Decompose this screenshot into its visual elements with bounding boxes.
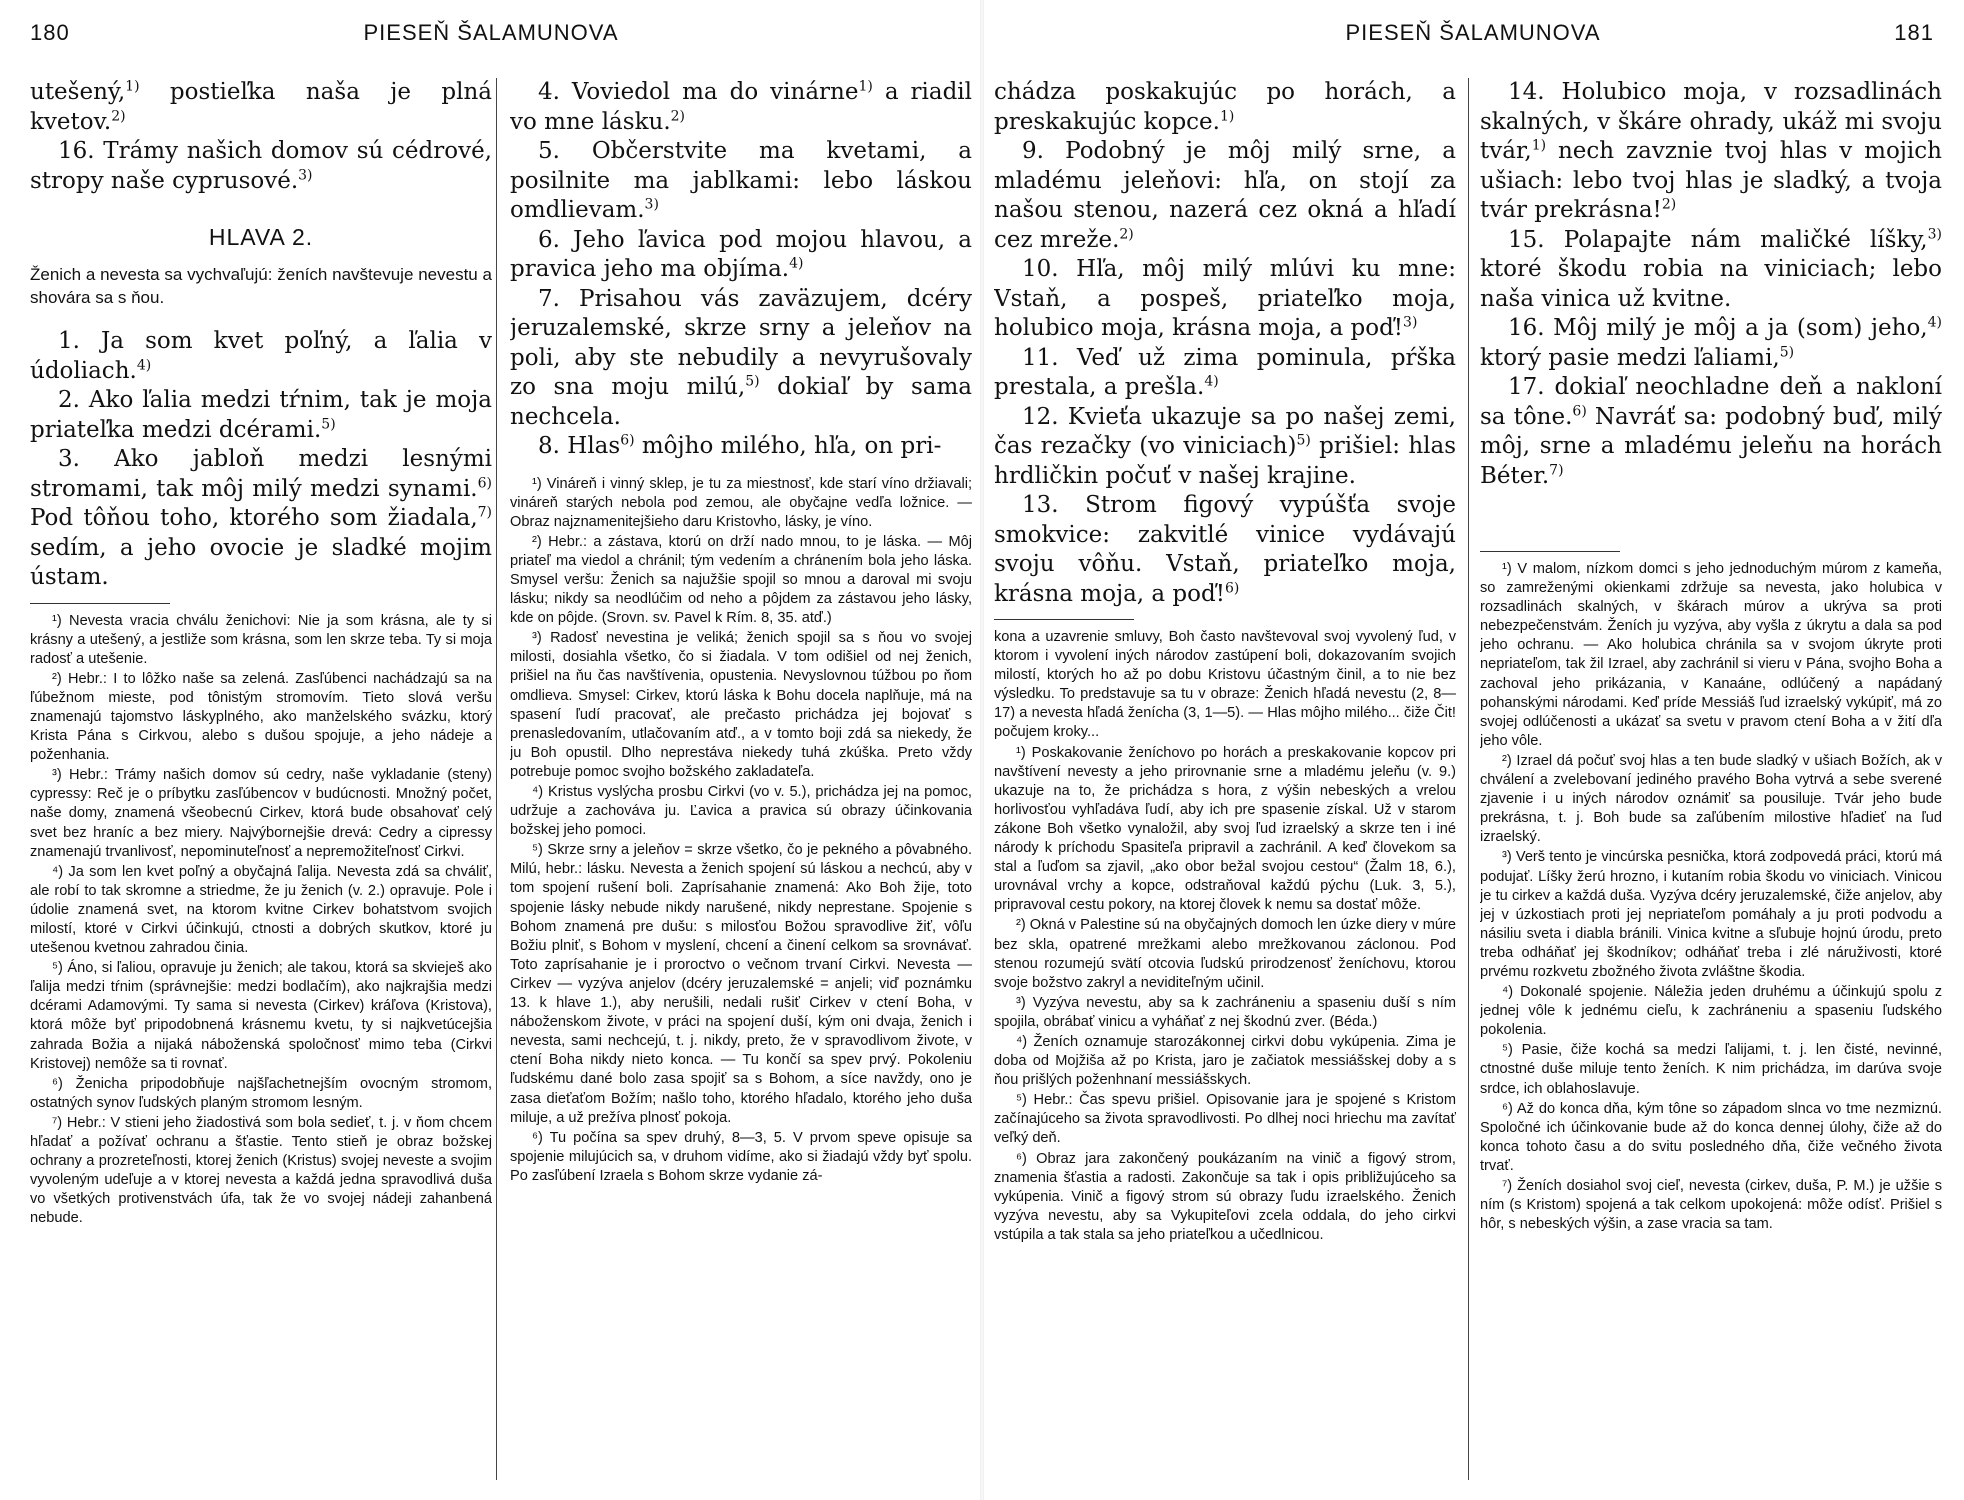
footnote-continuation: kona a uzavrenie smluvy, Boh často navštevoval svoj vyvolený ľud, v ktorom i vyvolení iných národov zastúpení boli, dokazovaním svojich milostí, ktorých ho až po dobu Kristovu účastným činil, a to nie bez výsledku. To predstavuje sa tu v obraze: Ženich hľadá nevestu (2, 8—17) a nevesta hľadá ženícha (3, 1—5). — Hlas môjho milého... čiže Čit! počujem kroky... <box>994 629 1456 741</box>
footnote-1: ¹) Vináreň i vinný sklep, je tu za miestnosť, kde starí víno držiavali; vináreň starých nebola pod zemou, ale obyčajne vedľa ložnice. — Obraz najznamenitejšieho daru Kristovho, lásky, je víno. <box>510 475 972 530</box>
running-title: PIESEŇ ŠALAMUNOVA <box>363 20 619 45</box>
footnote-ref: 4) <box>1927 314 1942 331</box>
text-run: postieľka naša je plná kvetov. <box>30 79 492 135</box>
footnote-ref: 6) <box>477 474 492 491</box>
page-header <box>30 20 952 56</box>
footnote-ref: 7) <box>1549 461 1564 478</box>
verse-16 <box>1480 314 1942 373</box>
verse-2 <box>30 386 492 445</box>
footnote-6: ⁶) Obraz jara zakončený poukázaním na vinič a figový strom, znamenia šťastia a radosti. Zakončuje sa tak i opis približujúceho sa vykúpenia. Vinič a figový strom sú obrazy ľudu izraelského. Ženich vyzýva nevestu, aby sa Vykupiteľovi zcela oddala, do jeho cirkvi vstúpila a tak stala sa jeho priateľkou a učedlnicou. <box>994 1150 1456 1243</box>
footnote-6: ⁶) Tu počína sa spev druhý, 8—3, 5. V prvom speve opisuje sa spojenie milujúcich sa, v druhom vidíme, ako si žiadajú vždy byť spolu. Po zasľúbení Izraela s Bohom skrze vydanie zá- <box>510 1129 972 1184</box>
text-run: 11. Veď už zima pominula, pŕška prestala, a prešla. <box>994 344 1456 400</box>
verse-8 <box>510 432 972 462</box>
footnote-ref: 2) <box>1661 196 1677 213</box>
verse-text <box>30 327 492 593</box>
text-run: môjho milého, hľa, on pri- <box>634 433 942 459</box>
left-column-2 <box>510 78 972 1187</box>
footnote-ref: 1) <box>858 78 873 95</box>
footnote-7: ⁷) Hebr.: V stieni jeho žiadostivá som bola sedieť, t. j. v ňom chcem hľadať a požívať ochranu a šťastie. Tento stieň je obraz božskej ochrany a prozreteľnosti, ktorej ženich (Kristus) svojej neveste a svojim vyvoleným udeľuje a v ktorej nevesta a každá jedna spravodlivá duša vo všetkých protivenstvách úfa, tak že vo svojej nádeji zahanbená nebude. <box>30 1114 492 1227</box>
footnote-2: ²) Okná v Palestine sú na obyčajných domoch len úzke diery v múre bez skla, opatrené mrežkami alebo mrežkovanou záclonou. Pod stenou rozumejú svätí otcovia ľudskú prirodzenosť ženíchovu, ktorou svoje božstvo zakryl a neviditeľným učinil. <box>994 917 1456 991</box>
footnotes <box>1480 560 1942 1234</box>
footnote-ref: 5) <box>1296 432 1311 449</box>
right-column-2 <box>1480 78 1942 1235</box>
footnote-ref: 5) <box>745 373 760 390</box>
footnote-ref: 3) <box>298 166 313 183</box>
text-run: utešený, <box>30 79 126 105</box>
text-run: 17. dokiaľ neochladne deň a nakloní sa tône. <box>1480 374 1942 430</box>
footnote-4: ⁴) Kristus vyslýcha prosbu Cirkvi (vo v. 5.), prichádza jej na pomoc, udržuje a zachováva ju. Ľavica a pravica sú obrazy účinkovania božskej jeho pomoci. <box>510 784 972 839</box>
footnotes <box>510 475 972 1186</box>
footnote-5: ⁵) Skrze srny a jeleňov = skrze všetko, čo je pekného a pôvabného. Milú, hebr.: lásku. Nevesta a ženich spojení sú láskou a nechcú, aby v tom spojení rušení boli. Zaprísahanie znamená: Ako Boh žije, toto spojenie lásky nebude nikdy narušené, nikdy neprestane. Spojenie s Bohom znamená pre dušu: s milosťou Božou spravodlive žiť, vôľu Božiu plniť, s Bohom v myslení, chcení a činení celkom sa srovnávať. Toto zaprísahanie je i proroctvo o večnom trvaní Cirkvi. Nevesta — Cirkev — vyzýva anjelov (dcéry jeruzalemské = anjeli; viď poznámku 13. k hlave 1.), aby nerušili, nedali rušiť Cirkev v ctení Boha, v náboženskom živote, v práci na spojení duší, kým oni dvaja, ženich i nevesta, sami nechcejú, t. j. nikdy, preto, že v spravodlivom živote, v ctení Boha nikdy nieto konca. — Tu končí sa spev prvý. Pokoleniu ľudskému dané bolo zasa spojiť sa s Bohom, a síce navždy, ono je zasa dieťaťom Božím; našlo toho, ktorého hľadalo, ktorého jeho duša miluje, a už prežíva plnosť pokoja. <box>510 842 972 1126</box>
footnotes <box>30 612 492 1229</box>
footnote-6: ⁶) Ženicha pripodobňuje najšľachetnejším ovocným stromom, ostatných synov ľudských planým stromom lesným. <box>30 1075 492 1111</box>
chapter-summary: Ženich a nevesta sa vychvaľujú: ženích navštevuje nevestu a shovára sa s ňou. <box>30 265 492 307</box>
page-number: 180 <box>30 20 70 45</box>
footnote-3: ³) Vyzýva nevestu, aby sa k zachráneniu a spaseniu duší s ním spojila, obrábať vinicu a vyháňať z nej škodnú zver. (Béda.) <box>994 994 1456 1030</box>
footnote-5: ⁵) Áno, si ľaliou, opravuje ju ženich; ale takou, ktorá sa skvieješ ako ľalija medzi tŕnim (správnejšie: medzi bodlačím), ako najkrajšia medzi dcérami Adamovými. Ty sama si nevesta (Cirkev) kráľova (Kristova), ktorá môže byť pripodobnená krásnemu kvetu, ty si najkvetúcejšia zahrada Božia a nijaká náboženská spoločnosť mimo teba (Cirkvi Kristovej) nemôže sa ti rovnať. <box>30 960 492 1072</box>
text-run: 1. Ja som kvet poľný, a ľalia v údoliach. <box>30 328 492 384</box>
verse-17 <box>1480 373 1942 491</box>
footnote-ref: 1) <box>1219 107 1235 124</box>
footnote-1: ¹) Poskakovanie ženíchovo po horách a preskakovanie kopcov pri navštívení nevesty a jeho prirovnanie srne a mladému jeleňu (v. 9.) ukazuje na to, že prichádza s hora, z výšin nebeských a vrelou horlivosťou vyhľadáva ľudí, aby ich pre spasenie získal. Už v starom zákone Boh všetko vynaložil, aby svoj ľud izraelský a skrze ten i iné národy k príchodu Spasiteľa pripravil a zachránil. A keď človekom sa stal a ľuďom sa zjavil, „ako obor bežal svojou cestou“ (Žalm 18, 6.), urovnával vrchy a kopce, odstraňoval každú pýchu (Luk. 3, 5.), pripravoval cestu pokory, na ktorej človek k nemu sa dostať môže. <box>994 744 1456 914</box>
text-run: 8. Hlas <box>538 433 621 459</box>
text-run: 14. Holubico moja, v rozsadlinách skalných, v škáre ohrady, ukáž mi svoju tvár, <box>1480 79 1942 164</box>
text-run: 10. Hľa, môj milý mlúvi ku mne: Vstaň, a pospeš, priateľko moja, holubico moja, krásna moja, a poď! <box>994 256 1456 341</box>
footnote-rule <box>1480 551 1620 552</box>
footnote-3: ³) Hebr.: Trámy našich domov sú cedry, naše vykladanie (steny) cypressy: Reč je o príbytku zasľúbencov v budúcnosti. Množný počet, naše domy, znamená všeobecnú Cirkev, ktorá bude obsahovať celý svet bez hraníc a bez miery. Najvýbornejšie drevá: Cedry a cipressy znamenajú trvanlivosť, nepominuteľnosť a nepremožiteľnosť Cirkvi. <box>30 767 492 860</box>
text-run: 9. Podobný je môj milý srne, a mladému jeleňovi: hľa, on stojí za našou stenou, nazerá cez okná a hľadí cez mreže. <box>994 138 1456 253</box>
text-run: ktoré škodu robia na viniciach; lebo naša vinica už kvitne. <box>1480 256 1942 312</box>
footnote-4: ⁴) Ja som len kvet poľný a obyčajná ľalija. Nevesta zdá sa chváliť, ale robí to tak skromne a striedme, že ju ženich (v. 2.) opravuje. Pole i údolie znamená svet, na ktorom kvitne Cirkev bohatstvom svojich milostí, ktoré v Cirkvi účinkujú, ctnosti a dobrých skutkov, ktoré ju utešenou kvetnou zahradou činia. <box>30 863 492 957</box>
text-run: Navráť sa: podobný buď, milý môj, srne a mladému jeleňu na horách Béter. <box>1480 403 1942 489</box>
verse-text <box>1480 78 1942 491</box>
footnote-ref: 4) <box>1204 373 1219 390</box>
text-run: 16. Môj milý je môj a ja (som) jeho, <box>1508 315 1928 341</box>
footnote-ref: 7) <box>477 504 492 521</box>
footnote-rule <box>30 603 170 604</box>
verse-10 <box>994 255 1456 344</box>
footnote-ref: 3) <box>1403 314 1418 331</box>
footnote-ref: 2) <box>1119 225 1134 242</box>
text-run: dokiaľ by sama nechcela. <box>510 374 972 430</box>
footnote-ref: 4) <box>789 255 804 272</box>
page-number: 181 <box>1894 20 1934 45</box>
text-run: 13. Strom figový vypúšťa svoje smokvice: zakvitlé vinice vydávajú svoju vôňu. Vstaň, priateľko moja, krásna moja, a poď! <box>994 492 1456 607</box>
verse-4 <box>510 78 972 137</box>
footnote-ref: 6) <box>620 432 635 449</box>
footnote-5: ⁵) Hebr.: Čas spevu prišiel. Opisovanie jara je spojené s Kristom začínajúceho sa života spravodlivosti. Po dlhej noci hriechu ma zavítať veľký deň. <box>994 1092 1456 1147</box>
verse-15 <box>1480 226 1942 315</box>
text-run: 15. Polapajte nám maličké líšky, <box>1508 226 1928 253</box>
text-run: sedím, a jeho ovocie je sladké mojim ústam. <box>30 534 492 590</box>
left-column-1 <box>30 78 492 1230</box>
text-run: 3. Ako jabloň medzi lesnými stromami, tak môj milý medzi synami. <box>30 446 492 502</box>
footnote-2: ²) Hebr.: I to lôžko naše sa zelená. Zasľúbenci nachádzajú sa na ľúbežnom mieste, pod tônistým stromovím. Tieto slová veršu znamenajú tajomstvo láskyplného, ako manželského svázku, ktorý Krista Pána s Cirkvou, alebo s dušou spojuje, a jeho nádeje a poženhania. <box>30 670 492 764</box>
right-page <box>982 0 1964 1500</box>
footnote-1: ¹) Nevesta vracia chválu ženichovi: Nie ja som krásna, ale ty si krásny a utešený, a jestliže som krásna, som len skrze teba. Ty si moja radosť a utešenie. <box>30 612 492 667</box>
verse-text <box>994 78 1456 609</box>
verse-15-end <box>30 78 492 137</box>
text-run: prišiel: hlas hrdličkin počuť v našej krajine. <box>994 433 1456 489</box>
footnote-2: ²) Hebr.: a zástava, ktorú on drží nado mnou, to je láska. — Môj priateľ ma viedol a chránil; tým vedením a chránením bola jeho láska. Smysel veršu: Ženich sa najužšie spojil so mnou a daroval mi svoju lásku; nikdy sa neodlúčim od neho a pôjdem za zástavou jeho lásky, kde on pôjde. (Srovn. sv. Pavel k Rím. 8, 35. atď.) <box>510 533 972 627</box>
footnote-5: ⁵) Pasie, čiže kochá sa medzi ľalijami, t. j. len čisté, nevinné, ctnostné duše miluje tento ženích. K nim prichádza, im darúva svoje srdce, ich oblahoslavuje. <box>1480 1042 1942 1097</box>
footnote-4: ⁴) Ženích oznamuje starozákonnej cirkvi dobu vykúpenia. Zima je doba od Mojžiša až po Krista, jaro je začiatok messiášskej doby a s ňou prišlých poženhnaní messiášskych. <box>994 1033 1456 1089</box>
text-run: 6. Jeho ľavica pod mojou hlavou, a pravica jeho ma objíma. <box>510 226 972 282</box>
footnote-ref: 5) <box>321 415 336 432</box>
text-run: 2. Ako ľalia medzi tŕnim, tak je moja priateľka medzi dcérami. <box>30 387 492 443</box>
footnote-ref: 2) <box>670 107 686 124</box>
text-run: 7. Prisahou vás zaväzujem, dcéry jeruzalemské, skrze srny a jeleňov na poli, aby ste nebudily a nevyrušovaly zo sna moju milú, <box>510 285 972 400</box>
verse-text <box>510 78 972 462</box>
footnote-ref: 5) <box>1779 343 1795 360</box>
text-run: Pod tôňou toho, ktorého som žiadala, <box>30 505 478 531</box>
verse-16 <box>30 137 492 196</box>
verse-8-end <box>994 78 1456 137</box>
verse-14 <box>1480 78 1942 226</box>
running-title: PIESEŇ ŠALAMUNOVA <box>1345 20 1601 45</box>
text-run: 12. Kvieťa ukazuje sa po našej zemi, čas rezačky (vo viniciach) <box>994 403 1456 459</box>
verse-6 <box>510 226 972 285</box>
page-header <box>1012 20 1934 56</box>
verse-9 <box>994 137 1456 255</box>
verse-7 <box>510 285 972 433</box>
verse-3 <box>30 445 492 593</box>
footnote-ref: 3) <box>1927 225 1942 242</box>
chapter-title: HLAVA 2. <box>208 224 314 250</box>
text-run: 16. Trámy našich domov sú cédrové, stropy naše cyprusové. <box>30 138 492 194</box>
text-run: chádza poskakujúc po horách, a preskakujúc kopce. <box>994 79 1456 135</box>
footnote-3: ³) Radosť nevestina je veliká; ženich spojil sa s ňou vo svojej milosti, dosiahla všetko, čo si žiadala. V tom odišiel od nej ženich, prišiel na ňu čas navštívenia, opustenia. Nevyslovnou túžbou po ňom omdlieva. Smysel: Cirkev, ktorú láska k Bohu docela naplňuje, má na spasení ľudí pracovať, ale prečasto prichádza jej bojovať s prenasledovaním, utlačovaním atď., a v tomto boji zdá sa niekedy, že ju Boh opustil. Dlho neprestáva niekedy tuhá zkúška. Preto vždy potrebuje pomoc svojho božského zakladateľa. <box>510 630 972 780</box>
footnote-ref: 1) <box>1531 137 1547 154</box>
text-run: ktorý pasie medzi ľaliami, <box>1480 344 1780 371</box>
verse-13 <box>994 491 1456 609</box>
footnote-ref: 1) <box>125 78 140 95</box>
verse-5 <box>510 137 972 226</box>
footnote-rule <box>994 619 1134 620</box>
footnote-ref: 6) <box>1224 579 1240 596</box>
column-divider <box>496 78 497 1480</box>
footnotes <box>994 628 1456 1245</box>
footnote-ref: 4) <box>136 356 152 373</box>
footnote-3: ³) Verš tento je vincúrska pesnička, ktorá zodpovedá práci, ktorú má podujať. Líšky žerú hrozno, i kutaním robia škodu vo viniciach. Vinicou je tu cirkev a každá duša. Vyzýva dcéry jeruzalemské, čiže anjelov, aby jej v úzkostiach proti jej nepriateľom pomáhaly a ju proti podvodu a násiliu sveta i diabla bránili. Vinica kvitne a sľubuje hojnú úrodu, preto treba odháňať jej škodníkov; odháňať treba i zlé náruživosti, ktoré prvému rozkvetu zbožného života zvláštne škodia. <box>1480 849 1942 980</box>
footnote-6: ⁶) Až do konca dňa, kým tône so západom slnca vo tme nezmiznú. Spoločné ich účinkovanie bude až do konca dennej úlohy, čiže až do konca tohoto času a do svitu posledného dňa, čiže večného života trvať. <box>1480 1100 1942 1174</box>
footnote-ref: 6) <box>1572 402 1587 419</box>
verse-text <box>30 78 492 196</box>
text-run: 4. Voviedol ma do vinárne <box>538 79 859 105</box>
column-divider <box>1468 78 1469 1480</box>
verse-11 <box>994 344 1456 403</box>
footnote-2: ²) Izrael dá počuť svoj hlas a ten bude sladký v ušiach Božích, ak v chválení a zvelebovaní jediného pravého Boha vytrvá a sebe sverené zjavenie i u iných národov oznámiť sa pousiluje. Tvár jeho bude prekrásna, t. j. Boh bude sa zaľúbením milostive hľadieť na ľud izraelský. <box>1480 752 1942 846</box>
verse-1 <box>30 327 492 386</box>
right-column-1 <box>994 78 1456 1246</box>
footnote-ref: 3) <box>644 196 659 213</box>
text-run: a riadil vo mne lásku. <box>510 79 972 135</box>
footnote-7: ⁷) Ženích dosiahol svoj cieľ, nevesta (cirkev, duša, P. M.) je užšie s ním (s Kristom) spojená a tak celkom upokojená: môže odísť. Prišiel s hôr, s nebeských výšin, a zase vracia sa tam. <box>1480 1178 1942 1233</box>
footnote-ref: 2) <box>111 107 126 124</box>
verse-12 <box>994 403 1456 492</box>
footnote-1: ¹) V malom, nízkom domci s jeho jednoduchým múrom z kameňa, so zamreženými okienkami zdržuje sa nevesta, jako holubica v rozsadlinách skalných, v škárach múrov a ukrýva sa proti nebezpečenstvám. Ženích ju vyzýva, aby vyšla z úkrytu a dala sa pod jeho ochranu. — Ako holubica chránila sa v svojom úkryte proti nepriateľom, tak žil Izrael, aby zachránil si vieru v Pána, svojho Boha a zachoval jeho prikázania, v Kanaáne, odlúčený a napádaný pohanskými národami. Keď príde Messiáš ľud izraelský vykúpiť, má zo svojej odlúčenosti a ukázať sa svetu v pravom ctení Boha a v žití dľa jeho vôle. <box>1480 561 1942 749</box>
text-run: 5. Občerstvite ma kvetami, a posilnite ma jablkami: lebo láskou omdlievam. <box>510 138 972 223</box>
text-run: nech zavznie tvoj hlas v mojich ušiach: lebo tvoj hlas je sladký, a tvoja tvár prekrásna! <box>1480 138 1942 223</box>
footnote-4: ⁴) Dokonalé spojenie. Náležia jeden druhému a účinkujú spolu z jednej vôle k jednému cieľu, k zachráneniu a spaseniu ľudského pokolenia. <box>1480 984 1942 1039</box>
